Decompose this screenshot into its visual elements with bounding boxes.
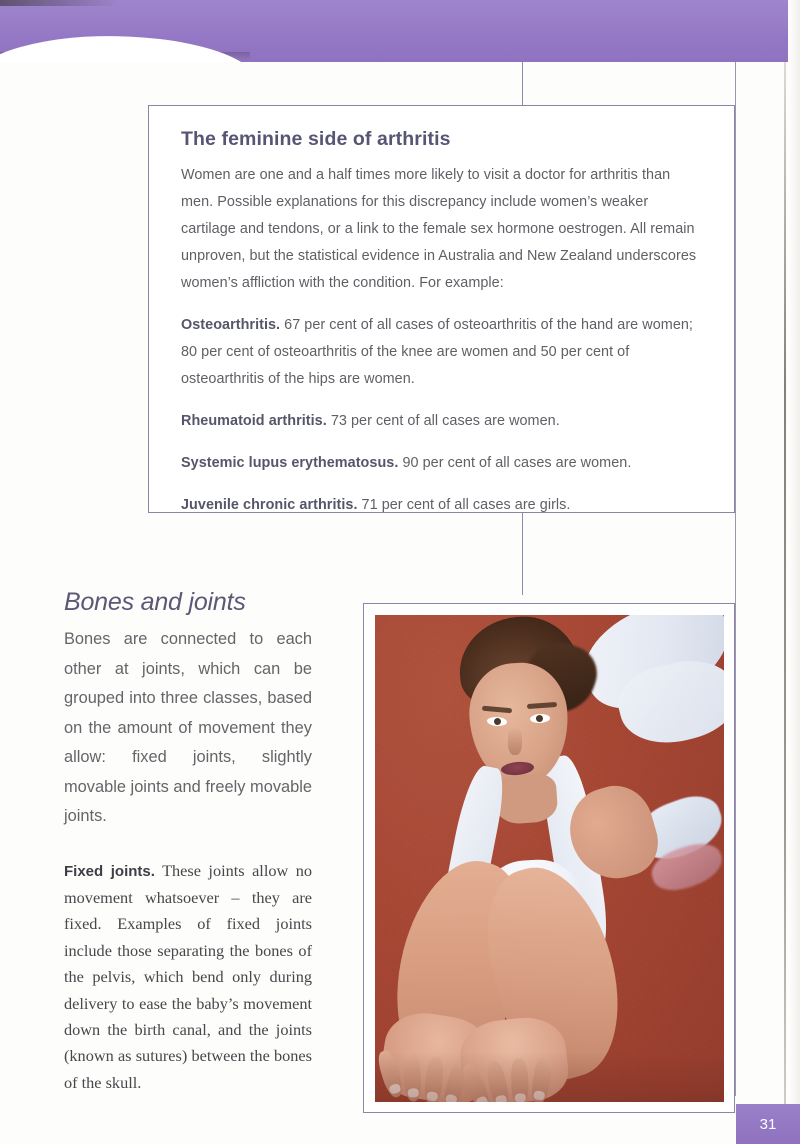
item-lead: Rheumatoid arthritis.	[181, 413, 327, 429]
item-lead: Osteoarthritis.	[181, 317, 281, 333]
callout-intro-paragraph: Women are one and a half times more likely to visit a doctor for arthritis than men. Possible explanations for this discrepancy include women’s weaker cartilage and tendons, or a link to the female sex hormone oestrogen. All remain unproven, but the statistical evidence in Australia and New Zealand underscores women’s affliction with the condition. For example:	[181, 167, 697, 291]
callout-item-osteoarthritis	[181, 312, 704, 393]
layout-rule-vertical-inner-lower	[522, 513, 523, 595]
nose	[508, 727, 522, 755]
item-lead: Systemic lupus erythematosus.	[181, 455, 399, 471]
callout-item-rheumatoid	[181, 408, 704, 435]
photo-bottom-shading	[375, 1052, 724, 1102]
callout-item-juvenile	[181, 492, 704, 519]
page-number-badge: 31	[736, 1104, 800, 1144]
banner-top-shadow	[0, 0, 120, 6]
bones-and-joints-column	[64, 588, 312, 1096]
photo-athlete-on-track	[375, 615, 724, 1102]
callout-item-lupus	[181, 450, 704, 477]
section-heading: Bones and joints	[64, 588, 246, 616]
callout-box	[148, 105, 735, 513]
fixed-joints-lead: Fixed joints.	[64, 862, 155, 880]
item-text: 90 per cent of all cases are women.	[398, 455, 632, 471]
callout-body	[149, 106, 734, 519]
item-text: 67 per cent of all cases of osteoarthritis of the hand are women; 80 per cent of osteoarthritis of the knee are women and 50 per cent of osteoarthritis of the hips are women.	[181, 317, 693, 387]
section-intro-paragraph: Bones are connected to each other at joints, which can be grouped into three classes, based on the amount of movement they allow: fixed joints, slightly movable joints and freely movable joints.	[64, 630, 312, 825]
item-lead: Juvenile chronic arthritis.	[181, 497, 358, 513]
item-text: 73 per cent of all cases are women.	[326, 413, 560, 429]
page-outer-margin	[788, 0, 800, 1144]
top-banner	[0, 0, 800, 62]
layout-rule-vertical-inner	[522, 62, 523, 106]
callout-title: The feminine side of arthritis	[181, 128, 451, 150]
item-text: 71 per cent of all cases are girls.	[357, 497, 571, 513]
fixed-joints-paragraph	[64, 858, 312, 1097]
fixed-joints-text: These joints allow no movement whatsoever – they are fixed. Examples of fixed joints include those separating the bones of the pelvis, which bend only during delivery to ease the baby’s movement down the birth canal, and the joints (known as sutures) between the bones of the skull.	[64, 860, 312, 1092]
photo-frame	[363, 603, 735, 1113]
page-edge-shadow	[784, 62, 786, 1144]
layout-rule-vertical-outer	[735, 62, 736, 1096]
neck	[493, 773, 558, 825]
